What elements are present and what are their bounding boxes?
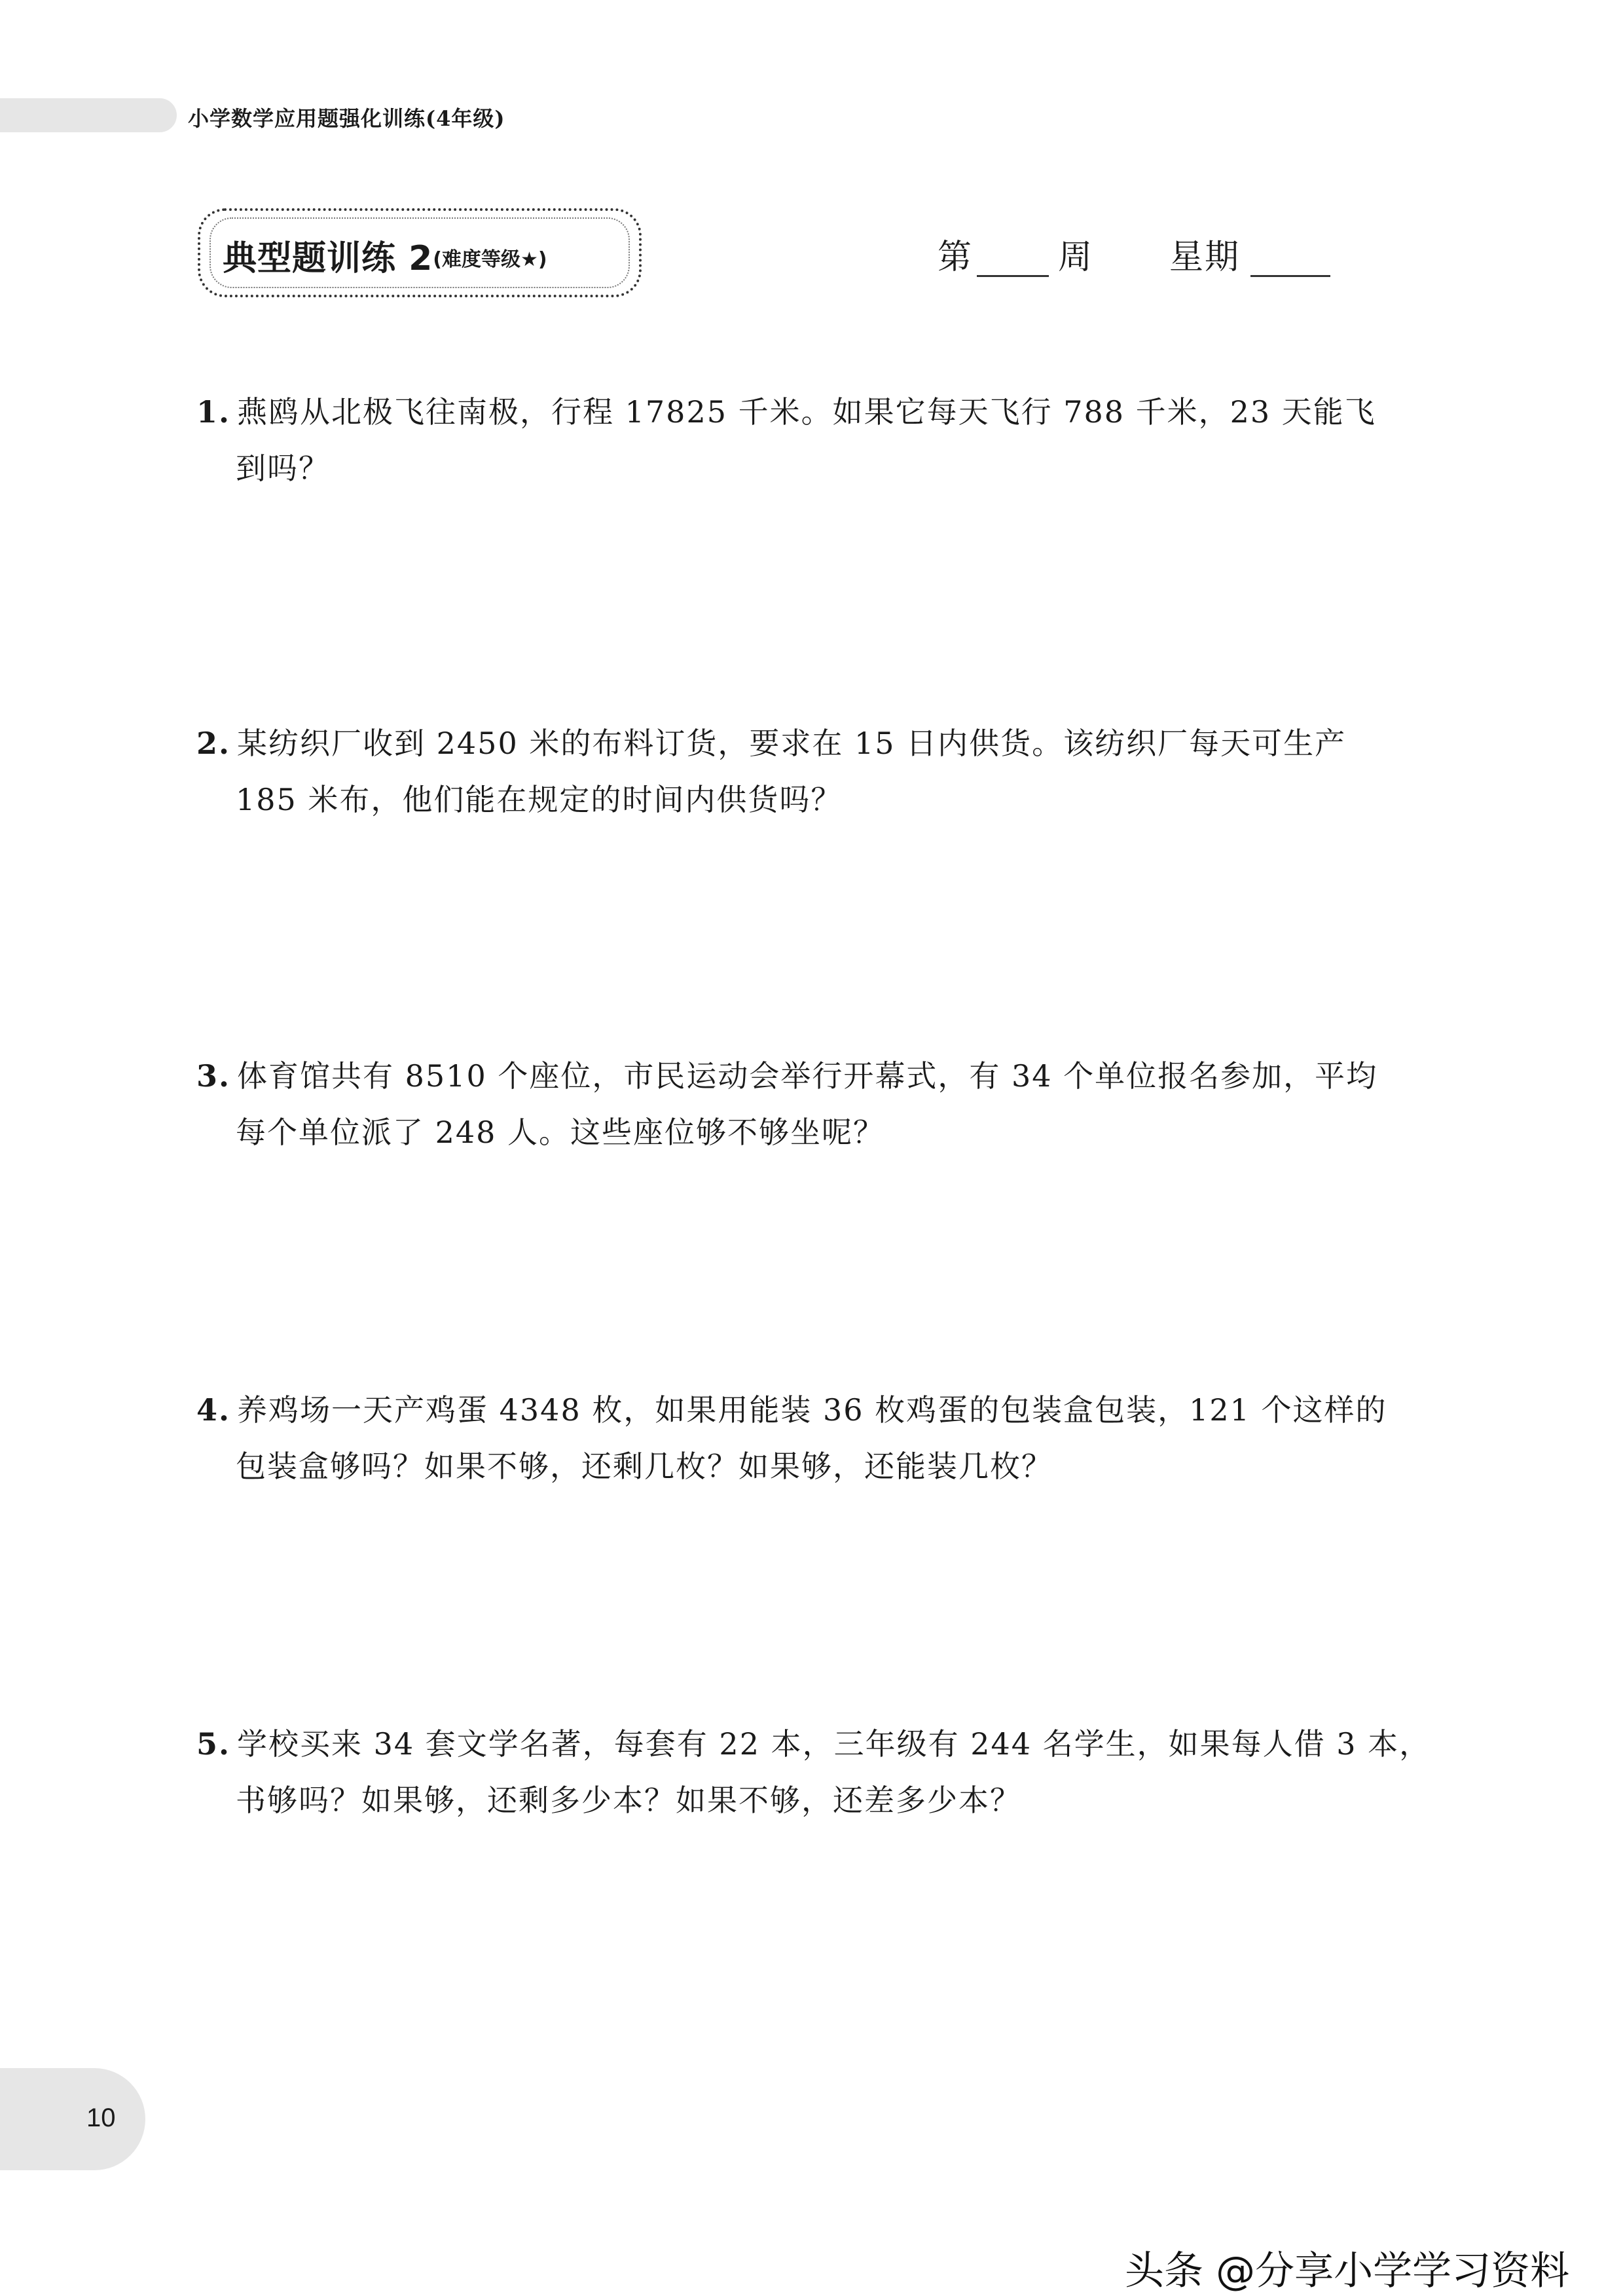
question-line <box>196 715 1440 771</box>
question-5 <box>196 1716 1440 1828</box>
question-text: 体育馆共有 8510 个座位，市民运动会举行开幕式，有 34 个单位报名参加，平均 <box>237 1058 1378 1094</box>
header-tab <box>0 98 177 132</box>
difficulty-label: (难度等级★) <box>433 248 547 271</box>
question-text: 某纺织厂收到 2450 米的布料订货，要求在 15 日内供货。该纺织厂每天可生产 <box>237 726 1347 761</box>
question-line <box>196 1048 1440 1104</box>
weekday-label: 星期 <box>1169 238 1241 277</box>
question-text-continued: 到吗？ <box>236 451 330 486</box>
question-text-continued: 书够吗？如果够，还剩多少本？如果不够，还差多少本？ <box>236 1783 1021 1818</box>
week-prefix: 第 <box>938 238 974 277</box>
page-number-tab <box>0 2068 145 2170</box>
running-title: 小学数学应用题强化训练(4年级) <box>188 106 505 131</box>
question-number: 4. <box>196 1392 231 1428</box>
week-blank[interactable] <box>977 275 1049 277</box>
question-3 <box>196 1048 1440 1160</box>
question-4 <box>196 1382 1440 1494</box>
watermark: 头条 @分享小学学习资料 <box>1125 2248 1570 2294</box>
question-line <box>196 1382 1440 1438</box>
question-line <box>196 384 1440 440</box>
section-title-main: 典型题训练 2 <box>223 239 433 278</box>
question-text-continued: 包装盒够吗？如果不够，还剩几枚？如果够，还能装几枚？ <box>236 1449 1053 1484</box>
question-text: 燕鸥从北极飞往南极，行程 17825 千米。如果它每天飞行 788 千米，23 天能飞 <box>237 394 1376 430</box>
question-text: 学校买来 34 套文学名著，每套有 22 本，三年级有 244 名学生，如果每人借 3 本， <box>237 1726 1431 1762</box>
question-number: 1. <box>196 394 231 430</box>
question-text-continued: 每个单位派了 248 人。这些座位够不够坐呢？ <box>236 1115 885 1150</box>
page-number: 10 <box>86 2103 116 2132</box>
weekday-blank[interactable] <box>1250 275 1330 277</box>
question-2 <box>196 715 1440 828</box>
question-number: 3. <box>196 1058 231 1094</box>
question-text-continued: 185 米布，他们能在规定的时间内供货吗？ <box>236 782 843 817</box>
question-1 <box>196 384 1440 496</box>
question-text: 养鸡场一天产鸡蛋 4348 枚，如果用能装 36 枚鸡蛋的包装盒包装，121 个这样的 <box>237 1392 1387 1428</box>
section-title <box>223 231 547 280</box>
question-number: 5. <box>196 1726 231 1762</box>
week-suffix: 周 <box>1058 238 1094 277</box>
question-line <box>196 1716 1440 1772</box>
question-number: 2. <box>196 726 231 761</box>
